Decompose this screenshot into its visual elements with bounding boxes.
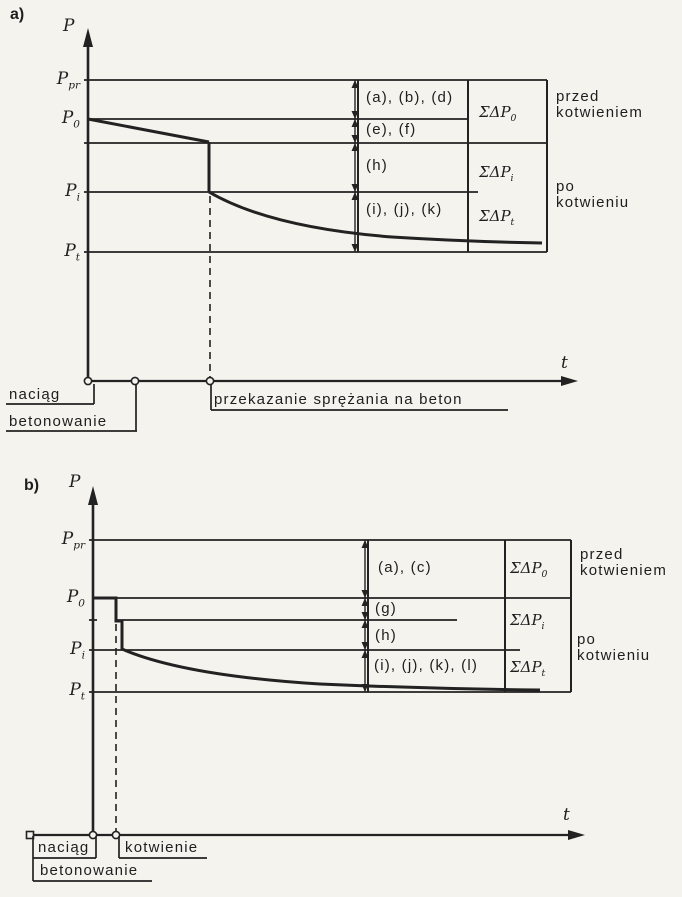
- marker-transfer-a: [206, 377, 213, 384]
- sum-label-pi-a: [479, 165, 514, 184]
- sum-label-p0-a-base: ΣΔP: [479, 103, 511, 121]
- x-axis-title-b: t: [563, 805, 570, 825]
- level-label-p0-b: [43, 588, 85, 610]
- marker-concreting-a: [131, 377, 138, 384]
- x-axis-title-a: t: [561, 353, 568, 373]
- level-label-pt-b-sub: t: [80, 690, 85, 703]
- loss-row-2-b: (g): [375, 600, 397, 617]
- phase-after-a-line1: po: [556, 178, 576, 195]
- x-axis-arrow-a: [561, 376, 578, 386]
- sum-label-p0-b-sub: 0: [541, 569, 548, 580]
- marker-tension-a: [84, 377, 91, 384]
- timeline-transfer-a: przekazanie sprężania na beton: [214, 391, 463, 408]
- y-axis-title-b: P: [69, 472, 81, 492]
- level-label-ppr-a-base: P: [56, 69, 69, 89]
- loss-row-4-b: (i), (j), (k), (l): [374, 657, 479, 674]
- phase-before-b-line1: przed: [580, 546, 624, 563]
- phase-before-b: [580, 547, 667, 579]
- loss-row-4-a: (i), (j), (k): [366, 201, 443, 218]
- loss-row-2-a: (e), (f): [366, 121, 417, 138]
- phase-before-a: [556, 89, 643, 121]
- level-label-ppr-b-sub: pr: [73, 539, 85, 552]
- curve-a-before-transfer: [88, 119, 209, 142]
- level-label-ppr-b: [43, 530, 85, 552]
- level-label-pt-a-base: P: [64, 241, 76, 261]
- y-axis-arrow-b: [88, 486, 98, 505]
- level-label-p0-b-sub: 0: [78, 597, 85, 610]
- phase-after-b: [577, 632, 650, 664]
- level-label-pt-a: [38, 242, 80, 264]
- phase-before-a-line2: kotwieniem: [556, 103, 644, 121]
- sum-label-pi-b-base: ΣΔP: [510, 611, 542, 629]
- level-label-pi-a-sub: i: [76, 191, 80, 204]
- level-label-pi-b-sub: i: [81, 649, 85, 662]
- phase-after-a: [556, 179, 629, 211]
- level-label-ppr-a-sub: pr: [68, 79, 80, 92]
- phase-after-a-line2: kotwieniu: [556, 193, 630, 211]
- sum-label-pi-a-sub: i: [510, 173, 514, 184]
- sum-label-pi-b-sub: i: [541, 621, 545, 632]
- level-label-pi-b: [43, 640, 85, 662]
- sum-label-p0-a-sub: 0: [510, 113, 517, 124]
- level-label-p0-a-base: P: [61, 108, 74, 128]
- sum-label-p0-b: [510, 561, 547, 580]
- level-label-pt-a-sub: t: [75, 251, 80, 264]
- level-label-pt-b-base: P: [69, 680, 81, 700]
- sum-label-pt-a-base: ΣΔP: [479, 207, 511, 225]
- level-label-pi-a: [38, 182, 80, 204]
- phase-before-b-line2: kotwieniem: [580, 561, 668, 579]
- level-label-pi-a-base: P: [65, 181, 77, 201]
- sum-label-pt-b-base: ΣΔP: [510, 658, 542, 676]
- sum-label-pi-a-base: ΣΔP: [479, 163, 511, 181]
- timeline-tension-a: naciąg: [9, 386, 61, 403]
- phase-after-b-line2: kotwieniu: [577, 646, 651, 664]
- panel-a-label: a): [10, 6, 25, 23]
- level-label-ppr-b-base: P: [61, 529, 74, 549]
- loss-row-3-a: (h): [366, 157, 388, 174]
- chart-b-curve: [93, 598, 540, 690]
- sum-label-p0-b-base: ΣΔP: [510, 559, 542, 577]
- level-label-pi-b-base: P: [70, 639, 82, 659]
- level-label-p0-a-sub: 0: [73, 118, 80, 131]
- y-axis-title-a: P: [63, 16, 75, 36]
- sum-label-pt-a: [479, 209, 514, 228]
- sum-label-pi-b: [510, 613, 545, 632]
- level-label-ppr-a: [38, 70, 80, 92]
- timeline-concreting-b: betonowanie: [40, 862, 139, 879]
- loss-row-1-a: (a), (b), (d): [366, 89, 454, 106]
- chart-a-curve: [88, 119, 542, 243]
- curve-b: [93, 598, 540, 690]
- x-axis-arrow-b: [568, 830, 585, 840]
- timeline-tension-b: naciąg: [38, 839, 90, 856]
- sum-label-p0-a: [479, 105, 516, 124]
- sum-label-pt-b-sub: t: [541, 668, 546, 679]
- sum-label-pt-a-sub: t: [510, 217, 515, 228]
- timeline-anchoring-b: kotwienie: [125, 839, 199, 856]
- chart-b-level-lines: [89, 540, 571, 692]
- loss-row-1-b: (a), (c): [378, 559, 432, 576]
- timeline-concreting-a: betonowanie: [9, 413, 108, 430]
- y-axis-arrow-a: [83, 28, 93, 47]
- level-label-p0-b-base: P: [66, 587, 79, 607]
- panel-b-label: b): [24, 477, 40, 494]
- level-label-p0-a: [38, 109, 80, 131]
- phase-after-b-line1: po: [577, 631, 597, 648]
- phase-before-a-line1: przed: [556, 88, 600, 105]
- loss-row-3-b: (h): [375, 627, 397, 644]
- level-label-pt-b: [43, 681, 85, 703]
- sum-label-pt-b: [510, 660, 545, 679]
